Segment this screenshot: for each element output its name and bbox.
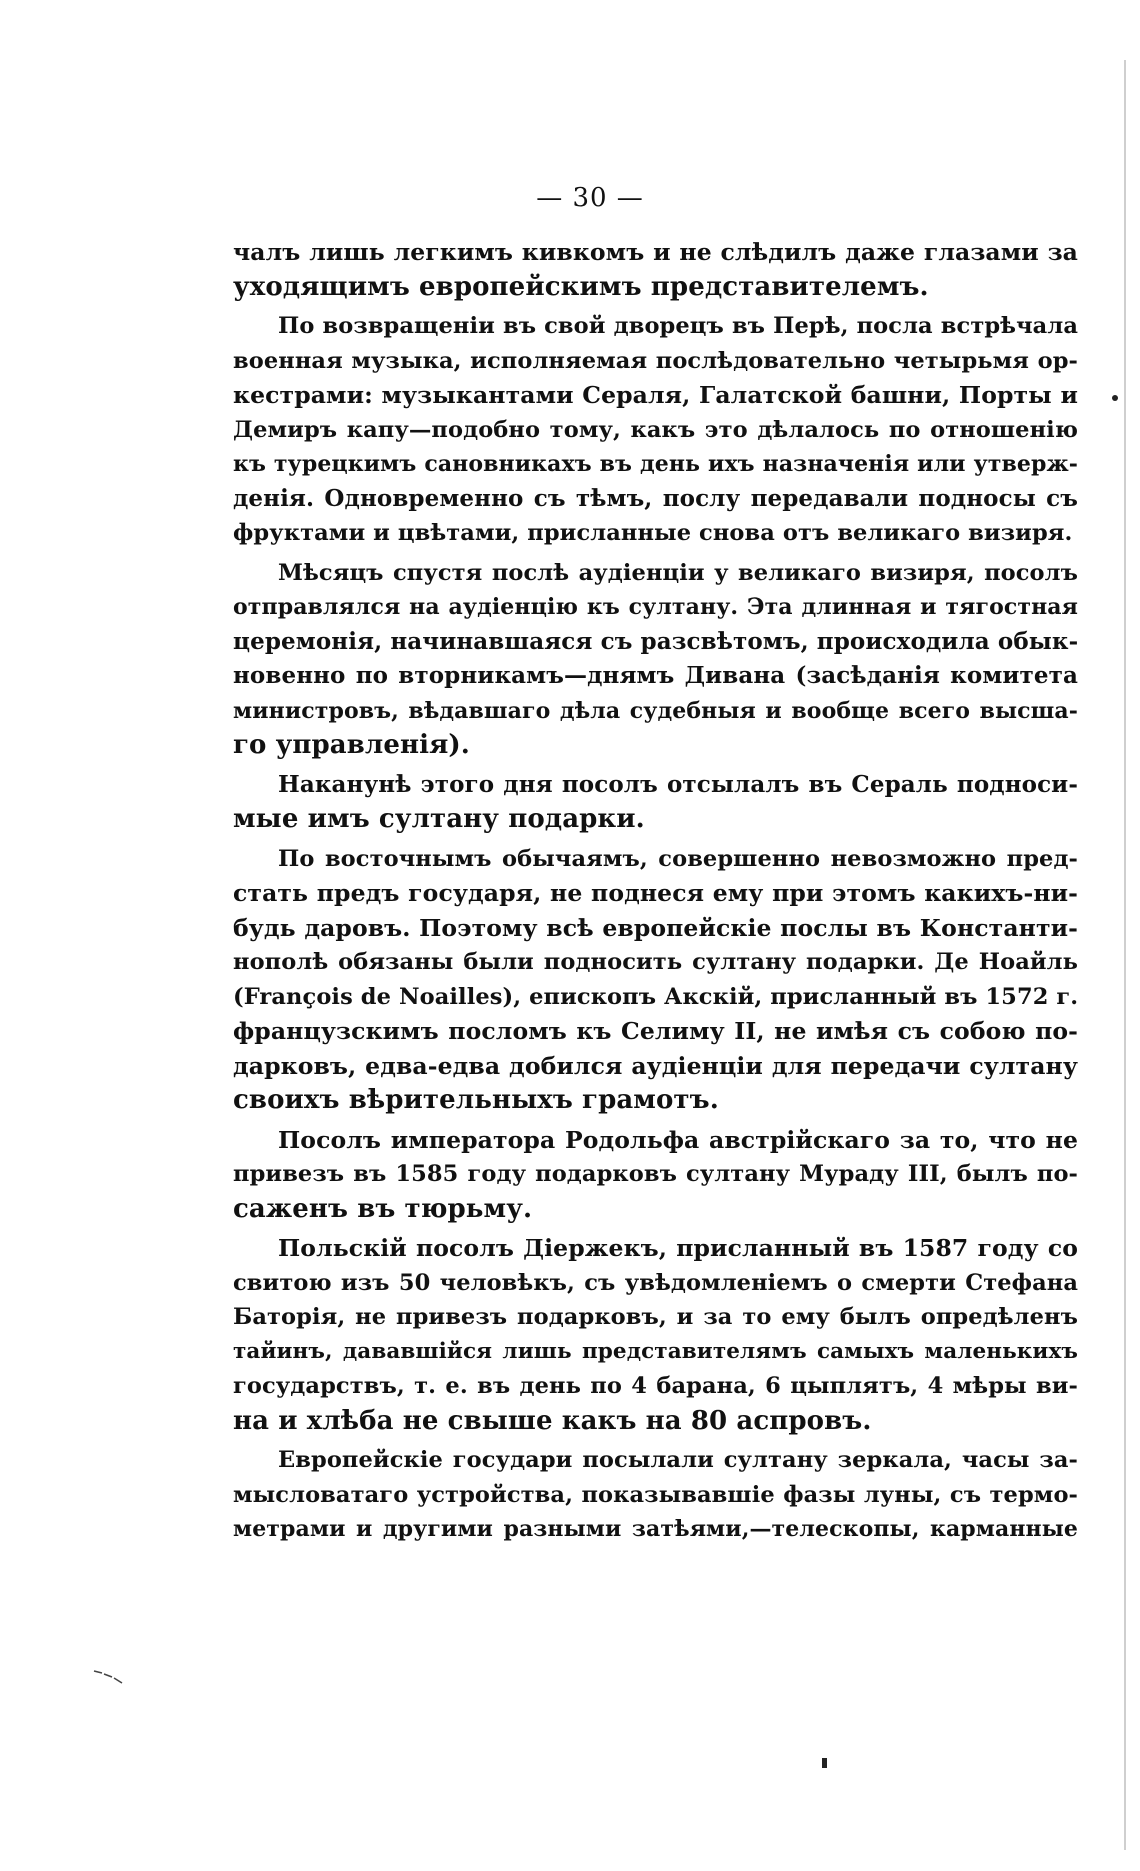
text-line: Польскій посолъ Діержекъ, присланный въ 1587 году со — [278, 1234, 1078, 1262]
paragraph — [233, 556, 1078, 763]
text-line: новенно по вторникамъ—днямъ Дивана (засѣданія комитета — [233, 662, 1078, 689]
text-line: мые имъ султану подарки. — [233, 804, 645, 834]
text-line: фруктами и цвѣтами, присланные снова отъ великаго визиря. — [233, 520, 1073, 546]
paragraph — [233, 842, 1078, 1118]
paragraph — [233, 1443, 1078, 1547]
body-text — [233, 235, 1078, 1547]
text-line: саженъ въ тюрьму. — [233, 1193, 533, 1224]
text-line: свитою изъ 50 человѣкъ, съ увѣдомленіемъ о смерти Стефана — [233, 1269, 1078, 1296]
text-line: Посолъ императора Родольфа австрійскаго за то, что не — [278, 1125, 1078, 1154]
text-line: будь даровъ. Поэтому всѣ европейскіе послы въ Константи- — [233, 913, 1078, 942]
text-line: го управленія). — [233, 730, 470, 760]
paragraph — [233, 235, 1078, 304]
text-line: Баторія, не привезъ подарковъ, и за то ему былъ опредѣленъ — [233, 1304, 1078, 1330]
text-line: По возвращеніи въ свой дворецъ въ Перѣ, посла встрѣчала — [278, 313, 1078, 339]
text-line: дарковъ, едва-едва добился аудіенціи для передачи султану — [233, 1051, 1078, 1080]
text-line: Мѣсяцъ спустя послѣ аудіенціи у великаго визиря, посолъ — [278, 559, 1078, 586]
text-line: на и хлѣба не свыше какъ на 80 аспровъ. — [233, 1405, 872, 1436]
text-line: церемонія, начинавшаяся съ разсвѣтомъ, происходила обык- — [233, 627, 1079, 655]
text-line: своихъ вѣрительныхъ грамотъ. — [233, 1085, 719, 1115]
paragraph — [233, 768, 1078, 837]
page-number: — 30 — — [536, 183, 644, 213]
text-line: денія. Одновременно съ тѣмъ, послу передавали подносы съ — [233, 484, 1078, 512]
text-line: Европейскіе государи посылали султану зеркала, часы за- — [278, 1447, 1078, 1473]
text-line: уходящимъ европейскимъ представителемъ. — [233, 271, 929, 302]
text-line: французскимъ посломъ къ Селиму II, не имѣя съ собою по- — [233, 1017, 1078, 1045]
page-edge-shadow — [1124, 60, 1126, 1850]
text-line: къ турецкимъ сановникахъ въ день ихъ назначенія или утверж- — [233, 451, 1078, 477]
paragraph — [233, 309, 1078, 551]
paragraph — [233, 1231, 1078, 1438]
text-line: (François de Noailles), епископъ Акскій, присланный въ 1572 г. — [233, 983, 1079, 1010]
text-line: метрами и другими разными затѣями,—телескопы, карманные — [233, 1516, 1078, 1542]
text-line: По восточнымъ обычаямъ, совершенно невозможно пред- — [278, 845, 1078, 872]
scan-tick-mark — [822, 1758, 827, 1768]
text-line: тайинъ, дававшійся лишь представителямъ самыхъ маленькихъ — [233, 1338, 1078, 1364]
text-line: чалъ лишь легкимъ кивкомъ и не слѣдилъ даже глазами за — [233, 238, 1078, 266]
text-line: кестрами: музыкантами Сераля, Галатской башни, Порты и — [233, 381, 1078, 409]
paragraph — [233, 1123, 1078, 1227]
text-line: привезъ въ 1585 году подарковъ султану Мураду III, былъ по- — [233, 1161, 1078, 1187]
margin-dot-mark — [1112, 395, 1118, 401]
text-line: военная музыка, исполняемая послѣдовательно четырьмя ор- — [233, 347, 1078, 374]
text-line: стать предъ государя, не поднеся ему при этомъ какихъ-ни- — [233, 879, 1078, 907]
text-line: Наканунѣ этого дня посолъ отсылалъ въ Сераль подноси- — [278, 770, 1078, 798]
text-line: министровъ, вѣдавшаго дѣла судебныя и вообще всего высша- — [233, 697, 1078, 724]
text-line: Демиръ капу—подобно тому, какъ это дѣлалось по отношенію — [233, 416, 1078, 443]
text-line: отправлялся на аудіенцію къ султану. Эта длинная и тягостная — [233, 594, 1078, 620]
text-line: нополѣ обязаны были подносить султану подарки. Де Ноайль — [233, 949, 1078, 975]
text-line: государствъ, т. е. въ день по 4 барана, 6 цыплятъ, 4 мѣры ви- — [233, 1373, 1078, 1399]
scan-scratch-mark — [92, 1665, 132, 1685]
text-line: мысловатаго устройства, показывавшіе фазы луны, съ термо- — [233, 1481, 1078, 1508]
